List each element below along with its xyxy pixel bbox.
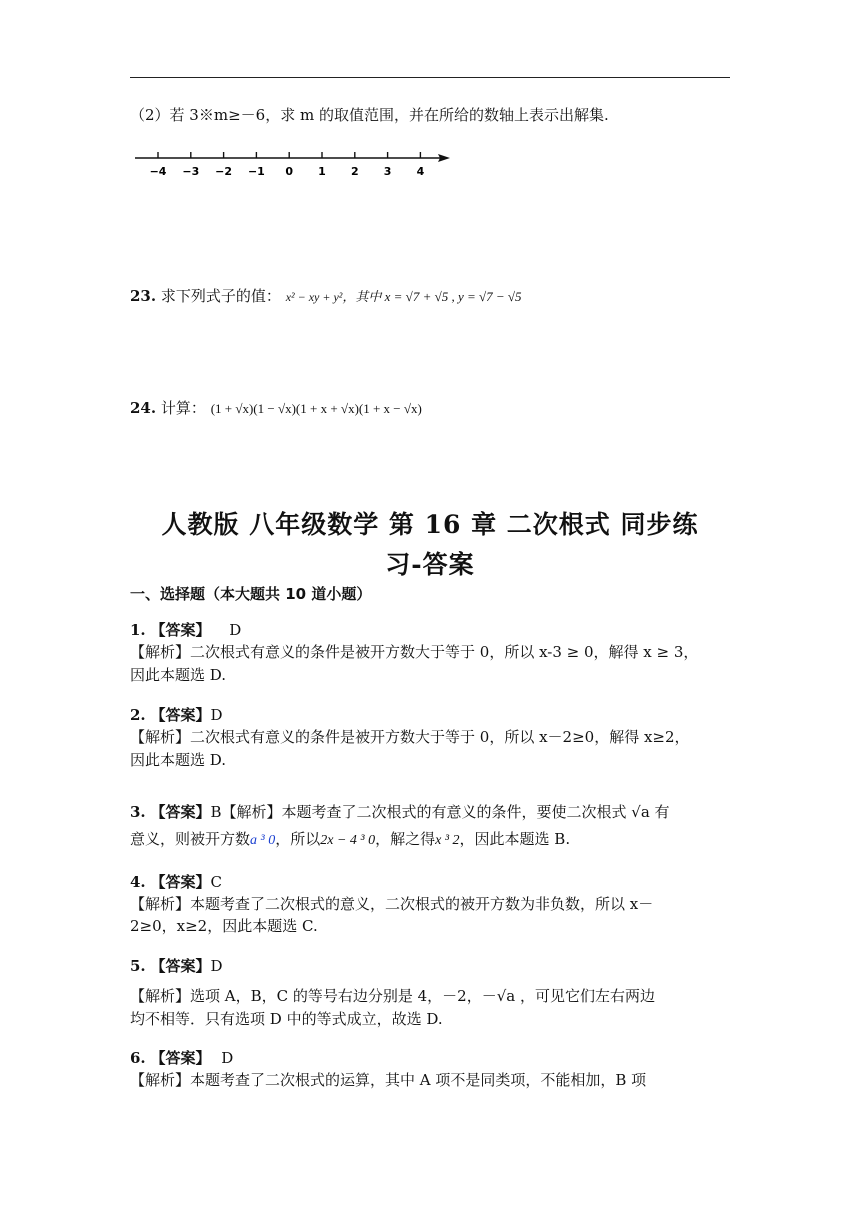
answer-2-explanation-2: 因此本题选 D. [130, 751, 227, 769]
answer-5-explanation-2: 均不相等．只有选项 D 中的等式成立，故选 D. [130, 1010, 443, 1028]
answer-text: ，因此本题选 B. [459, 830, 571, 848]
question-number: 23. [130, 287, 157, 305]
answer-value: C [210, 873, 222, 891]
answer-text: 意义，则被开方数 [130, 830, 251, 848]
answer-tag: 【答案】 [150, 957, 211, 975]
answer-title-line1: 人教版 八年级数学 第 16 章 二次根式 同步练 [161, 510, 699, 539]
math-expression: a ³ 0 [250, 833, 276, 848]
answer-5-explanation: 【解析】选项 A，B，C 的等号右边分别是 4，－2，－√a ，可见它们左右两边 [130, 987, 655, 1005]
answer-tag: 【答案】 [150, 621, 211, 639]
answer-value: D [210, 706, 223, 724]
header-rule [130, 77, 730, 78]
answer-title-line2: 习-答案 [385, 550, 475, 579]
number-line [130, 145, 460, 185]
question-text: 求下列式子的值： [160, 287, 281, 305]
answer-2 [130, 703, 223, 727]
math-expression: 2x − 4 ³ 0 [320, 833, 376, 848]
answer-tag: 【答案】 [150, 873, 211, 891]
question-expression: (1 + √x)(1 − √x)(1 + x + √x)(1 + x − √x) [210, 401, 422, 416]
answer-1-explanation: 【解析】二次根式有意义的条件是被开方数大于等于 0，所以 x-3 ≥ 0，解得 x ≥ 3， [130, 643, 699, 661]
answer-number: 4. [130, 873, 146, 891]
answer-1-explanation-2: 因此本题选 D. [130, 666, 227, 684]
answer-number: 3. [130, 803, 146, 821]
answer-tag: 【答案】 [150, 1049, 211, 1067]
number-line-label: −3 [182, 165, 200, 178]
answer-number: 5. [130, 957, 146, 975]
number-line-label: −4 [149, 165, 167, 178]
number-line-label: −2 [215, 165, 233, 178]
answer-number: 2. [130, 706, 146, 724]
answer-tag: 【答案】 [150, 803, 211, 821]
question-expression: x² − xy + y² [285, 290, 343, 304]
answer-6 [130, 1046, 233, 1070]
answer-tag: 【答案】 [150, 706, 211, 724]
answer-number: 6. [130, 1049, 146, 1067]
answer-value: B [210, 803, 222, 821]
number-line-label: 0 [285, 165, 294, 178]
question-22-part2: （2）若 3※m≥－6，求 m 的取值范围，并在所给的数轴上表示出解集. [130, 106, 609, 124]
answer-6-explanation: 【解析】本题考查了二次根式的运算，其中 A 项不是同类项，不能相加，B 项 [130, 1071, 647, 1089]
question-text: 计算： [160, 399, 206, 417]
answer-5 [130, 954, 223, 978]
number-line-label: 3 [383, 165, 392, 178]
answer-4-explanation-2: 2≥0，x≥2，因此本题选 C. [130, 917, 318, 935]
math-expression: x ³ 2 [435, 833, 460, 848]
number-line-label: 1 [318, 165, 326, 178]
question-23 [130, 284, 522, 309]
question-number: 24. [130, 399, 157, 417]
answer-1 [130, 618, 241, 642]
answer-number: 1. [130, 621, 146, 639]
answer-text: ，所以 [275, 830, 321, 848]
answer-value: D [210, 957, 223, 975]
question-condition: ，其中 x = √7 + √5 , y = √7 − √5 [342, 289, 522, 304]
answer-3-explanation-2 [130, 827, 570, 853]
number-line-label: 4 [416, 165, 425, 178]
answer-value: D [229, 621, 242, 639]
answer-2-explanation: 【解析】二次根式有意义的条件是被开方数大于等于 0，所以 x－2≥0，解得 x≥2， [130, 728, 690, 746]
section-heading: 一、选择题（本大题共 10 道小题） [130, 585, 372, 603]
answer-3 [130, 800, 670, 824]
number-line-label: 2 [350, 165, 359, 178]
answer-value: D [221, 1049, 234, 1067]
number-line-label: −1 [247, 165, 265, 178]
answer-explanation: 【解析】本题考查了二次根式的有意义的条件，要使二次根式 √a 有 [221, 803, 670, 821]
answer-text: ，解之得 [375, 830, 436, 848]
answer-4-explanation: 【解析】本题考查了二次根式的意义，二次根式的被开方数为非负数，所以 x－ [130, 895, 654, 913]
question-24 [130, 396, 422, 421]
answer-4 [130, 870, 222, 894]
